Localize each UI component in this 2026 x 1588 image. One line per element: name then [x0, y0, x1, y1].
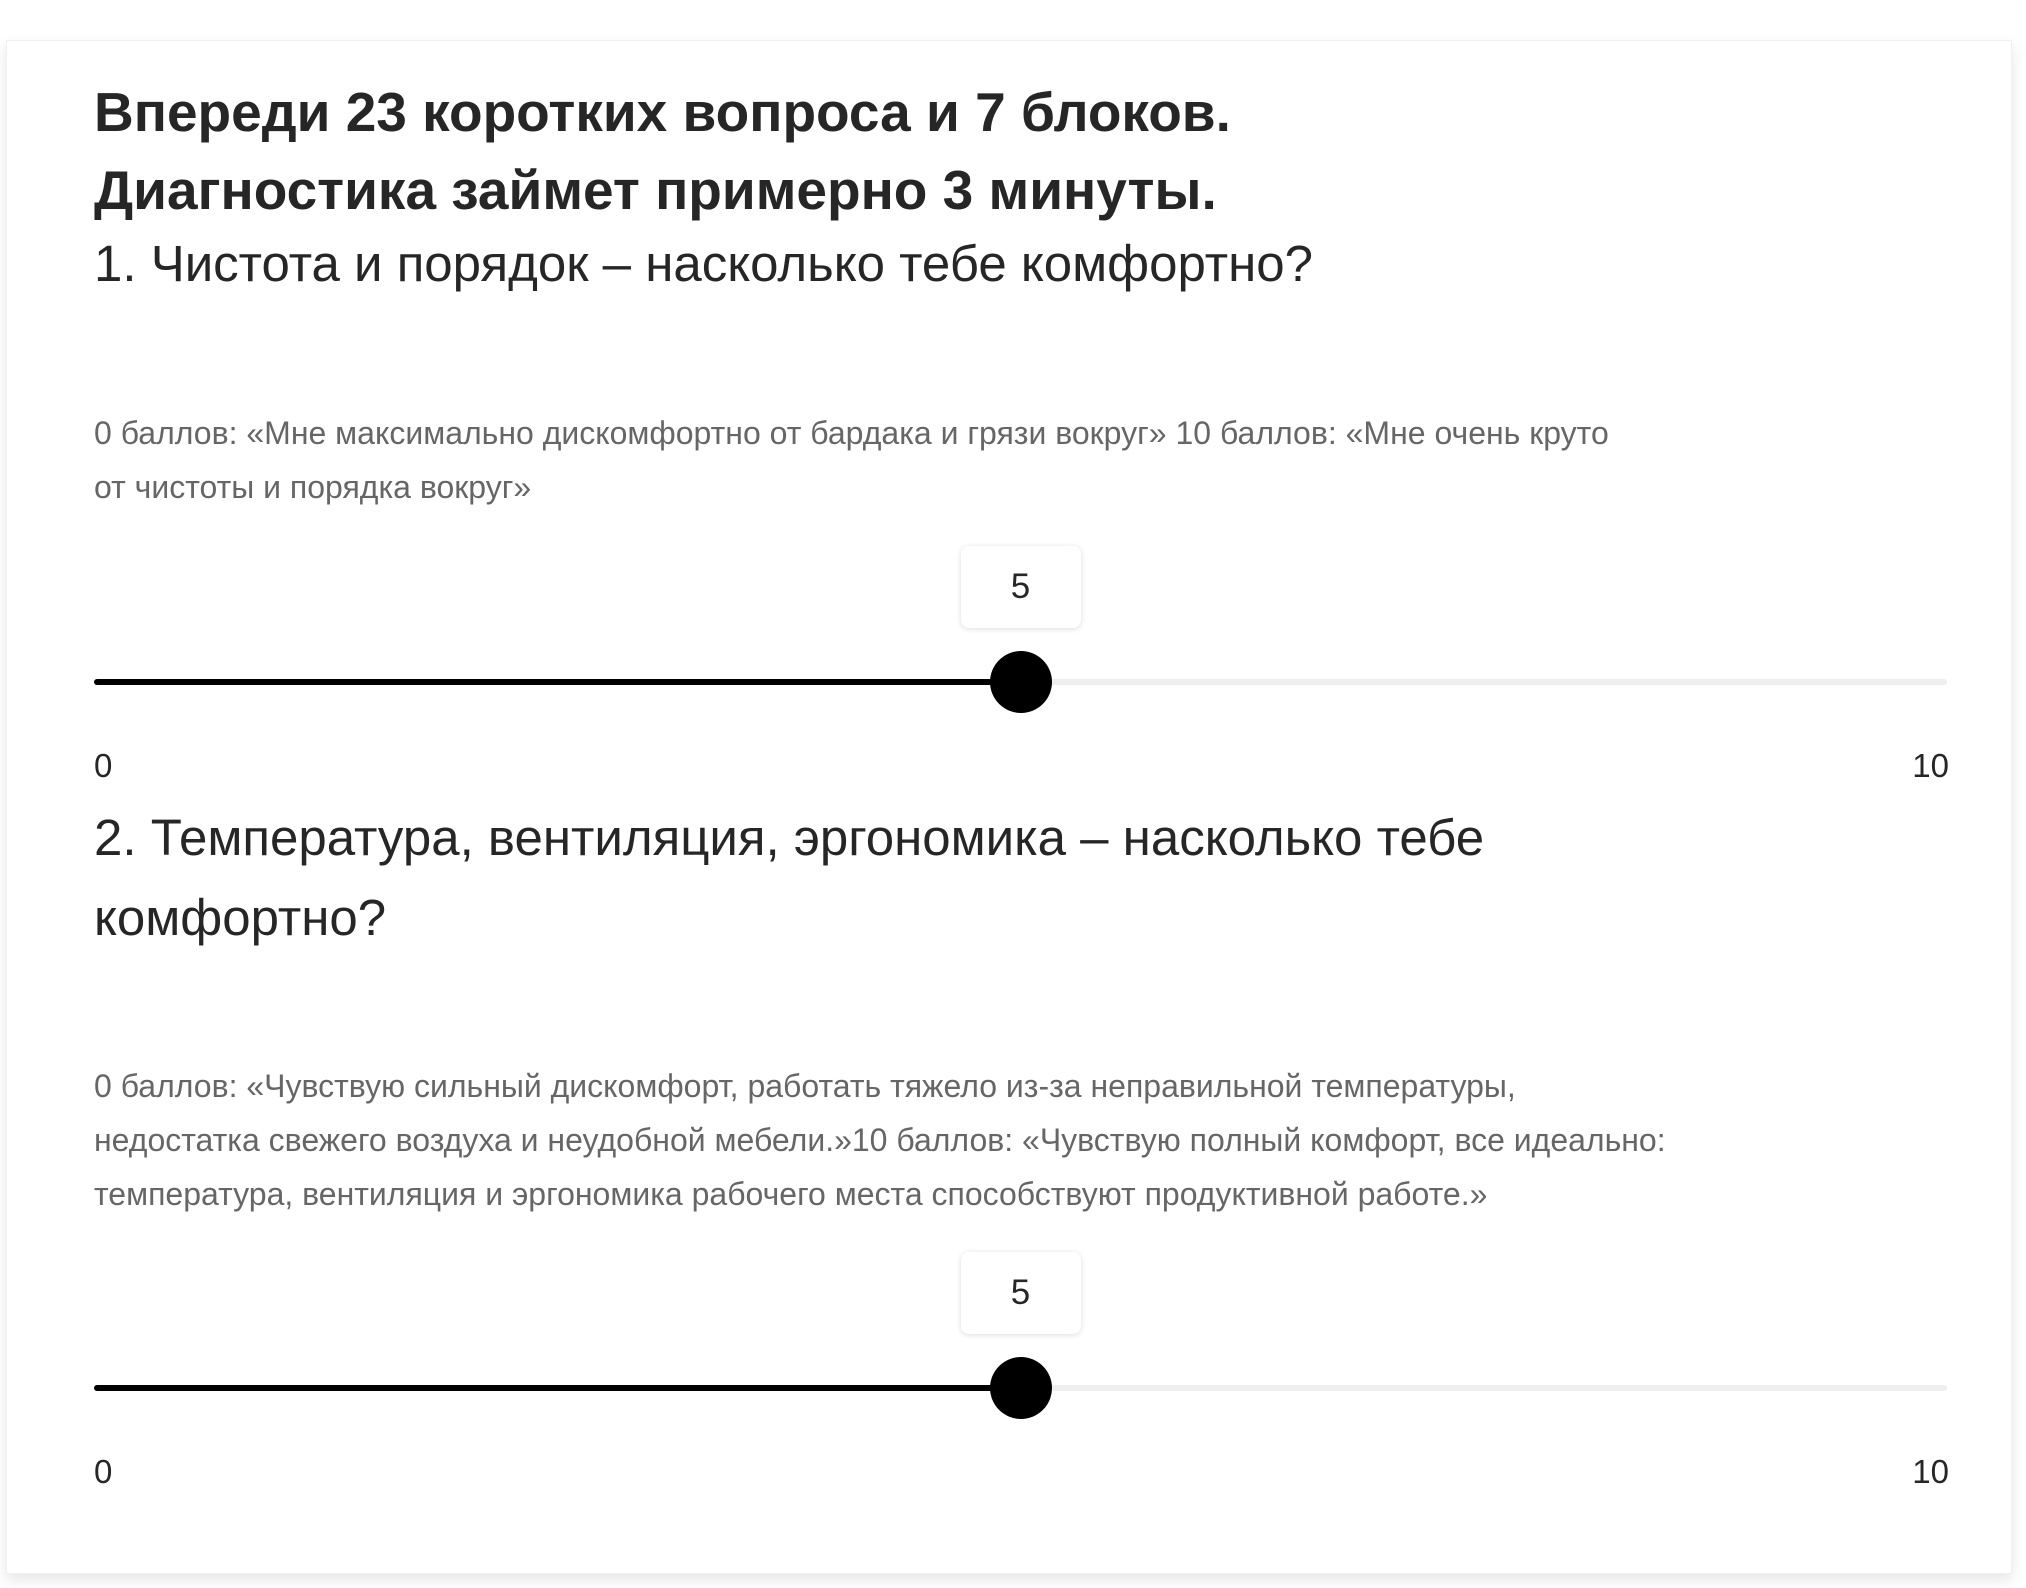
question-title-line: 1. Чистота и порядок – насколько тебе комфортно? [94, 235, 1313, 292]
question-2-slider[interactable] [94, 1252, 1947, 1412]
survey-card [6, 40, 2012, 1574]
slider-track-filled [94, 679, 1021, 685]
intro-line: Диагностика займет примерно 3 минуты. [94, 159, 1217, 221]
description-line: от чистоты и порядка вокруг» [94, 469, 532, 505]
question-1-title [94, 224, 1313, 304]
question-1-description [94, 406, 1609, 514]
slider-min-label: 0 [94, 1453, 113, 1490]
slider-thumb[interactable] [990, 1357, 1052, 1419]
question-2-title [94, 798, 1484, 958]
slider-min-label: 0 [94, 747, 113, 784]
description-line: 0 баллов: «Чувствую сильный дискомфорт, работать тяжело из-за неправильной температуры, [94, 1068, 1516, 1104]
slider-max-label: 10 [1912, 1453, 1949, 1490]
question-title-line: 2. Температура, вентиляция, эргономика – насколько тебе [94, 809, 1485, 866]
slider-value-bubble: 5 [961, 1252, 1081, 1334]
slider-thumb[interactable] [990, 651, 1052, 713]
description-line: недостатка свежего воздуха и неудобной мебели.»10 баллов: «Чувствую полный комфорт, все идеально: [94, 1122, 1666, 1158]
question-2-description [94, 1059, 1666, 1221]
question-title-line: комфортно? [94, 889, 387, 946]
intro-line: Впереди 23 коротких вопроса и 7 блоков. [94, 81, 1231, 143]
slider-max-label: 10 [1912, 747, 1949, 784]
description-line: температура, вентиляция и эргономика рабочего места способствуют продуктивной работе.» [94, 1176, 1488, 1212]
slider-track-filled [94, 1385, 1021, 1391]
intro-heading [94, 73, 1231, 229]
description-line: 0 баллов: «Мне максимально дискомфортно от бардака и грязи вокруг» 10 баллов: «Мне очень круто [94, 415, 1609, 451]
question-1-slider[interactable] [94, 546, 1947, 706]
slider-value-bubble: 5 [961, 546, 1081, 628]
